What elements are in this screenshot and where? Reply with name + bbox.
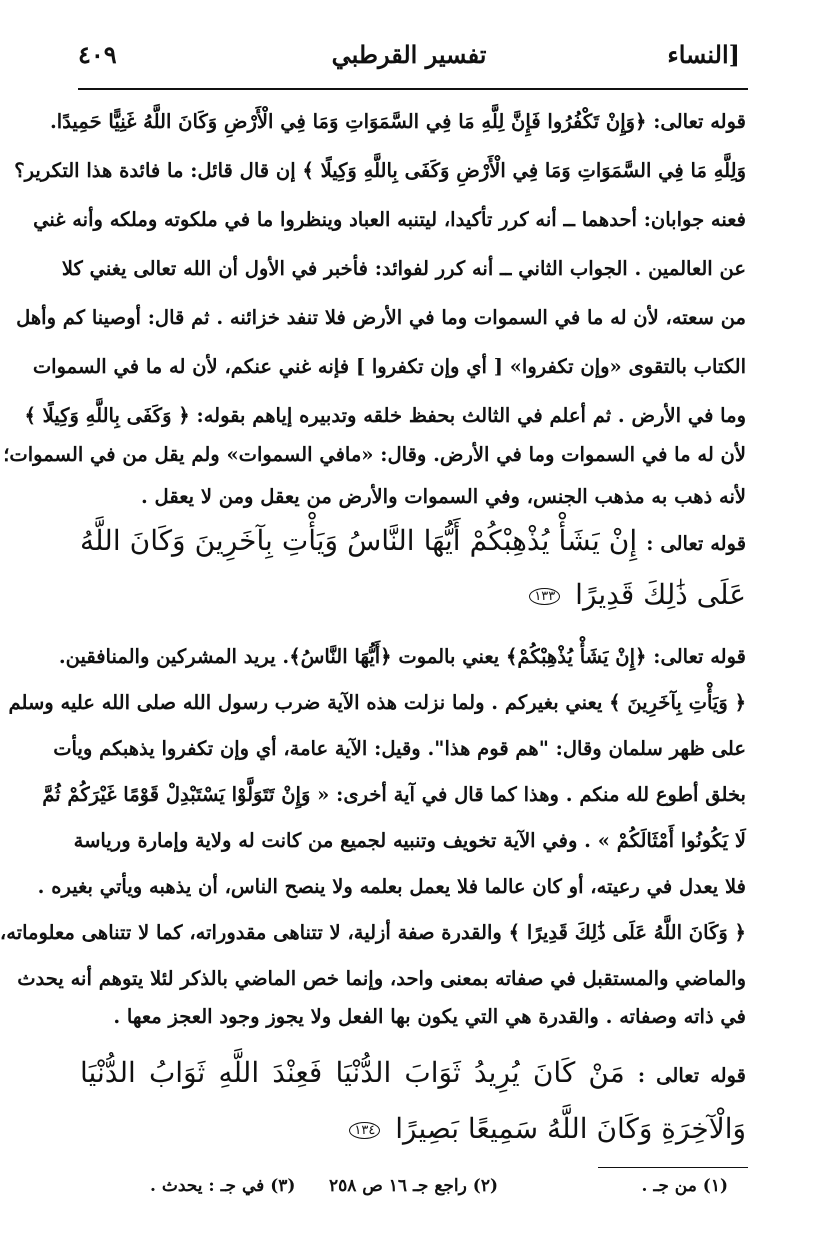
text-line: على ظهر سلمان وقال: "هم قوم هذا". وقيل: الآية عامة، أي وإن تكفروا يذهبكم ويأت — [53, 737, 746, 760]
text-line: ﴿ وَيَأْتِ بِآخَرِينَ ﴾ يعني بغيركم . ولما نزلت هذه الآية ضرب رسول الله صلى الله عليه وسلم — [8, 691, 746, 714]
text-line: قوله تعالى: ﴿وَإِنْ تَكْفُرُوا فَإِنَّ لِلَّهِ مَا فِي السَّمَوَاتِ وَمَا فِي الْأَرْضِ وَكَانَ اللَّهُ غَنِيًّا حَمِيدًا. — [49, 110, 746, 133]
verse-lead: قوله تعالى : — [637, 1064, 746, 1087]
surah-name: [النساء — [667, 40, 740, 69]
verse-133-line-1 — [80, 524, 746, 557]
text-line: لَا يَكُونُوا أَمْثَالَكُمْ » . وفي الآية تخويف وتنبيه لجميع من كانت له ولاية وإمارة ورياسة — [73, 829, 746, 852]
verse-133-line-2 — [80, 578, 746, 611]
verse-number-marker: ١٣٣ — [529, 588, 560, 605]
page-header — [78, 40, 740, 84]
text-line: في ذاته وصفاته . والقدرة هي التي يكون بها الفعل ولا يجوز وجود العجز معها . — [113, 1005, 746, 1028]
footnote-1: (١) من جـ . — [641, 1176, 728, 1196]
footnote-2: (٢) راجع جـ ١٦ ص ٢٥٨ — [328, 1176, 498, 1196]
header-rule — [78, 88, 748, 90]
verse-134-line-1 — [80, 1056, 746, 1089]
footnote-3: (٣) في جـ : يحدث . — [150, 1176, 296, 1196]
verse-text: مَنْ كَانَ يُرِيدُ ثَوَابَ الدُّنْيَا فَعِنْدَ اللَّهِ ثَوَابُ الدُّنْيَا — [80, 1056, 625, 1089]
text-line: ﴿ وَكَانَ اللَّهُ عَلَى ذَٰلِكَ قَدِيرًا ﴾ والقدرة صفة أزلية، لا تتناهى مقدوراته، كما لا تتناهى معلوماته، — [0, 921, 746, 944]
verse-text: إِنْ يَشَأْ يُذْهِبْكُمْ أَيُّهَا النَّاسُ وَيَأْتِ بِآخَرِينَ وَكَانَ اللَّهُ — [80, 524, 638, 557]
text-line: لأنه ذهب به مذهب الجنس، وفي السموات والأرض من يعقل ومن لا يعقل . — [140, 485, 746, 508]
verse-text: عَلَى ذَٰلِكَ قَدِيرًا — [575, 578, 746, 611]
text-line: من سعته، لأن له ما في السموات وما في الأرض فلا تنفد خزائنه . ثم قال: أوصينا كم وأهل — [16, 306, 746, 329]
text-line: فلا يعدل في رعيته، أو كان عالما فلا يعمل بعلمه ولا ينصح الناس، أن يذهبه ويأتي بغيره . — [37, 875, 746, 898]
text-line: والماضي والمستقبل في صفاته بمعنى واحد، وإنما خص الماضي بالذكر لئلا يتوهم أنه يحدث — [17, 967, 746, 990]
text-line: عن العالمين . الجواب الثاني ــ أنه كرر لفوائد: فأخبر في الأول أن الله تعالى يغني كلا — [61, 257, 746, 280]
verse-number-marker: ١٣٤ — [349, 1122, 380, 1139]
verse-lead: قوله تعالى : — [646, 532, 747, 555]
page-number: ٤٠٩ — [78, 40, 117, 69]
verse-text: وَالْآخِرَةِ وَكَانَ اللَّهُ سَمِيعًا بَصِيرًا — [395, 1112, 746, 1145]
text-line: وَلِلَّهِ مَا فِي السَّمَوَاتِ وَمَا فِي الْأَرْضِ وَكَفَى بِاللَّهِ وَكِيلًا ﴾ إن قال قائل: ما فائدة هذا التكرير؟ — [14, 159, 746, 182]
text-line: لأن له ما في السموات وما في الأرض. وقال: «مافي السموات» ولم يقل من في السموات؛ — [3, 443, 746, 466]
text-line: وما في الأرض . ثم أعلم في الثالث بحفظ خلقه وتدبيره إياهم بقوله: ﴿ وَكَفَى بِاللَّهِ وَكِيلًا ﴾ — [24, 404, 746, 427]
book-title: تفسير القرطبي — [331, 40, 487, 69]
footnotes — [150, 1176, 728, 1206]
text-line: الكتاب بالتقوى «وإن تكفروا» [ أي وإن تكفروا ] فإنه غني عنكم، لأن له ما في السموات — [32, 355, 746, 378]
text-line: فعنه جوابان: أحدهما ــ أنه كرر تأكيدا، ليتنبه العباد وينظروا ما في ملكوته وملكه وأنه غني — [33, 208, 746, 231]
text-line: قوله تعالى: ﴿إِنْ يَشَأْ يُذْهِبْكُمْ﴾ يعني بالموت ﴿أَيُّهَا النَّاسُ﴾. يريد المشركين والمنافقين. — [58, 645, 746, 668]
verse-134-line-2 — [80, 1112, 746, 1145]
text-line: بخلق أطوع لله منكم . وهذا كما قال في آية أخرى: « وَإِنْ تَتَوَلَّوْا يَسْتَبْدِلْ قَوْمًا غَيْرَكُمْ ثُمَّ — [42, 783, 746, 806]
footnote-rule — [598, 1167, 748, 1168]
